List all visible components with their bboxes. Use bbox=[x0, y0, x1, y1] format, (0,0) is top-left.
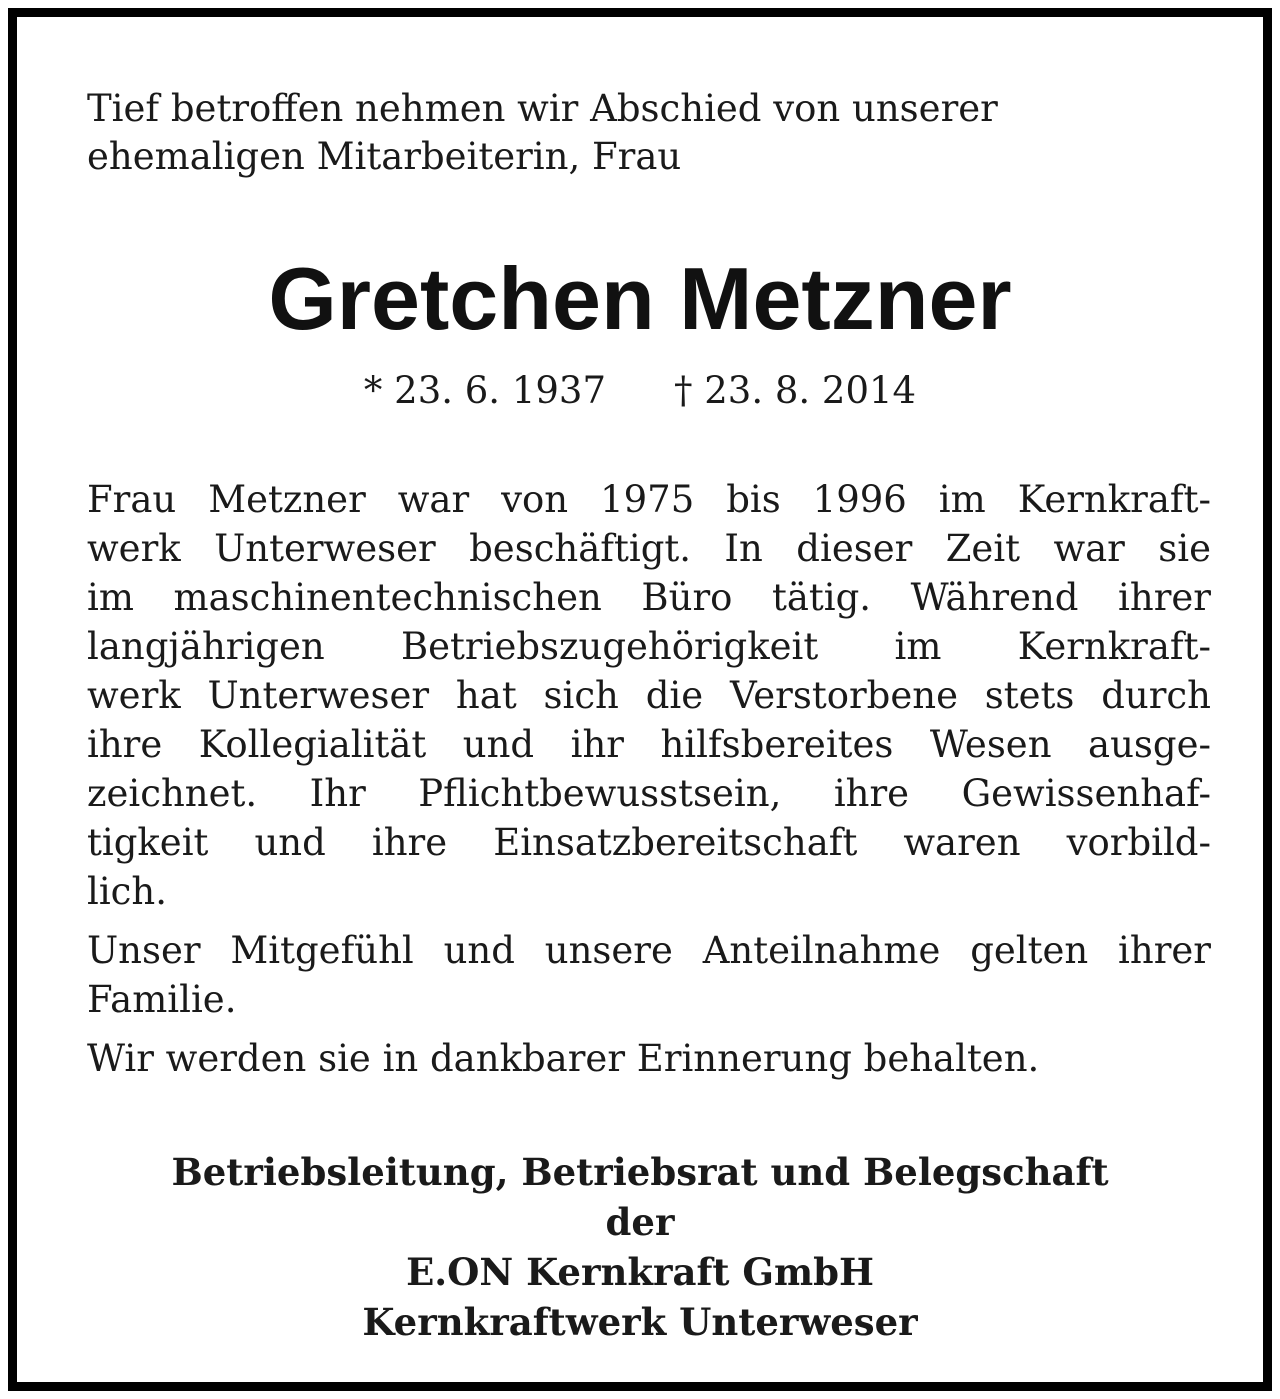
body-paragraph-remembrance bbox=[87, 1034, 1211, 1083]
body-line: zeichnet. Ihr Pflichtbewusstsein, ihre Gewissenhaf- bbox=[87, 772, 1211, 815]
body-line: Unser Mitgefühl und unsere Anteilnahme gelten ihrer bbox=[87, 929, 1211, 972]
body-line: langjährigen Betriebszugehörigkeit im Kernkraft- bbox=[87, 625, 1211, 668]
intro-line: ehemaligen Mitarbeiterin, Frau bbox=[87, 135, 682, 178]
signature-line: E.ON Kernkraft GmbH bbox=[406, 1250, 874, 1294]
body-line: Frau Metzner war von 1975 bis 1996 im Kernkraft- bbox=[87, 478, 1211, 521]
body-line: lich. bbox=[87, 870, 167, 913]
obituary-body bbox=[87, 475, 1211, 1093]
intro-text bbox=[87, 85, 1187, 181]
body-line: Familie. bbox=[87, 978, 237, 1021]
body-line: Wir werden sie in dankbarer Erinnerung behalten. bbox=[87, 1037, 1040, 1080]
signature-line: der bbox=[605, 1200, 675, 1244]
body-line: ihre Kollegialität und ihr hilfsbereites Wesen ausge- bbox=[87, 723, 1211, 766]
signature-line: Betriebsleitung, Betriebsrat und Belegschaft bbox=[171, 1150, 1109, 1194]
body-line: werk Unterweser beschäftigt. In dieser Zeit war sie bbox=[87, 527, 1211, 570]
life-dates bbox=[17, 369, 1263, 413]
obituary-frame bbox=[8, 8, 1272, 1391]
intro-line: Tief betroffen nehmen wir Abschied von unserer bbox=[87, 87, 998, 130]
deceased-name: Gretchen Metzner bbox=[268, 249, 1012, 348]
signature-block bbox=[17, 1147, 1263, 1347]
body-line: tigkeit und ihre Einsatzbereitschaft waren vorbild- bbox=[87, 821, 1211, 864]
signature-line: Kernkraftwerk Unterweser bbox=[362, 1300, 918, 1344]
body-paragraph-career bbox=[87, 475, 1211, 916]
body-line: im maschinentechnischen Büro tätig. Während ihrer bbox=[87, 576, 1211, 619]
body-paragraph-sympathy bbox=[87, 926, 1211, 1024]
death-date: † 23. 8. 2014 bbox=[674, 369, 917, 412]
body-line: werk Unterweser hat sich die Verstorbene stets durch bbox=[87, 674, 1211, 717]
birth-date: * 23. 6. 1937 bbox=[363, 369, 606, 412]
